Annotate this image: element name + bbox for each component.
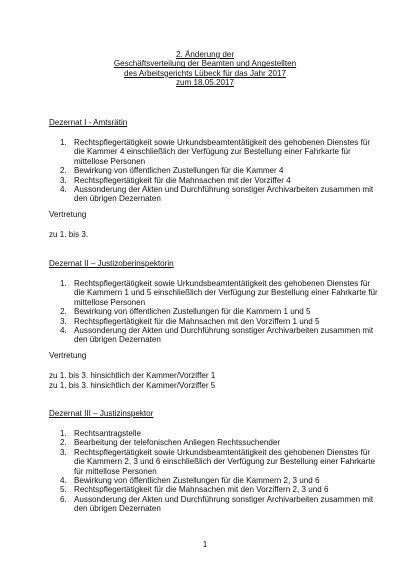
list-item: 3. Rechtspflegertätigkeit sowie Urkundsbeamtentätigkeit des gehobenen Dienstes für die Kammern 2, 3 und 6 einschließlich der Verfügung zur Bestellung einer Fahrkarte für mittellose Personen bbox=[60, 447, 375, 476]
vertretung-line: zu 1. bis 3. hinsichtlich der Kammer/Vorziffer 5 bbox=[49, 381, 216, 390]
list-item: 1. Rechtspflegertätigkeit sowie Urkundsbeamtentätigkeit des gehobenen Dienstes für die Kammern 1 und 5 einschließlich der Verfügung zur Bestellung einer Fahrkarte für mittellose Personen bbox=[60, 279, 378, 307]
task-list-dezernat-3 bbox=[60, 429, 380, 514]
title-line-1: 2. Änderung der bbox=[175, 50, 235, 59]
list-item: 4. Bewirkung von öffentlichen Zustellungen für die Kammern 2, 3 und 6 bbox=[60, 476, 320, 486]
document-title bbox=[0, 50, 410, 88]
title-line-4: zum 18.05.2017 bbox=[175, 78, 235, 88]
list-item: 4. Aussonderung der Akten und Durchführung sonstiger Archivarbeiten zusammen mit den übrigen Dezernaten bbox=[60, 326, 374, 345]
list-item: 1. Rechtsantragstelle bbox=[60, 429, 142, 438]
list-item: 4. Aussonderung der Akten und Durchführung sonstiger Archivarbeiten zusammen mit den übrigen Dezernaten bbox=[60, 185, 374, 204]
vertretung-label: Vertretung bbox=[49, 351, 87, 360]
vertretung-line: zu 1. bis 3. bbox=[49, 230, 89, 239]
task-list-dezernat-2 bbox=[60, 279, 380, 345]
list-item: 2. Bewirkung von öffentlichen Zustellungen für die Kammern 1 und 5 bbox=[60, 307, 311, 317]
section-heading-dezernat-3: Dezernat III – Justizinspektor bbox=[49, 409, 154, 418]
list-item: 1. Rechtspflegertätigkeit sowie Urkundsbeamtentätigkeit des gehobenen Dienstes für die Kammer 4 einschließlich der Verfügung zur Bestellung einer Fahrkarte für mittellose Personen bbox=[60, 138, 371, 166]
title-line-2: Geschäftsverteilung der Beamten und Angestellten bbox=[113, 59, 297, 69]
task-list-dezernat-1 bbox=[60, 138, 375, 204]
list-item: 6. Aussonderung der Akten und Durchführung sonstiger Archivarbeiten zusammen mit den übrigen Dezernaten bbox=[60, 494, 374, 514]
section-heading-dezernat-2: Dezernat II – Justizoberinspektorin bbox=[49, 259, 174, 268]
list-item: 5. Rechtspflegertätigkeit für die Mahnsachen mit den Vorziffern 2, 3 und 6 bbox=[60, 485, 329, 495]
list-item: 3. Rechtspflegertätigkeit für die Mahnsachen mit den Vorziffern 1 und 5 bbox=[60, 316, 320, 326]
list-item: 3. Rechtspflegertätigkeit für die Mahnsachen mit der Vorziffer 4 bbox=[60, 175, 291, 185]
vertretung-label: Vertretung bbox=[49, 210, 87, 219]
section-heading-dezernat-1: Dezernat I - Amtsrätin bbox=[49, 118, 128, 127]
list-item: 2. Bewirkung von öffentlichen Zustellungen für die Kammer 4 bbox=[60, 166, 284, 176]
title-line-3: des Arbeitsgerichts Lübeck für das Jahr 2017 bbox=[124, 68, 286, 78]
vertretung-line: zu 1. bis 3. hinsichtlich der Kammer/Vorziffer 1 bbox=[49, 371, 216, 380]
list-item: 2. Bearbeitung der telefonischen Anliegen Rechtssuchender bbox=[60, 438, 281, 448]
page-number: 1 bbox=[202, 540, 208, 549]
